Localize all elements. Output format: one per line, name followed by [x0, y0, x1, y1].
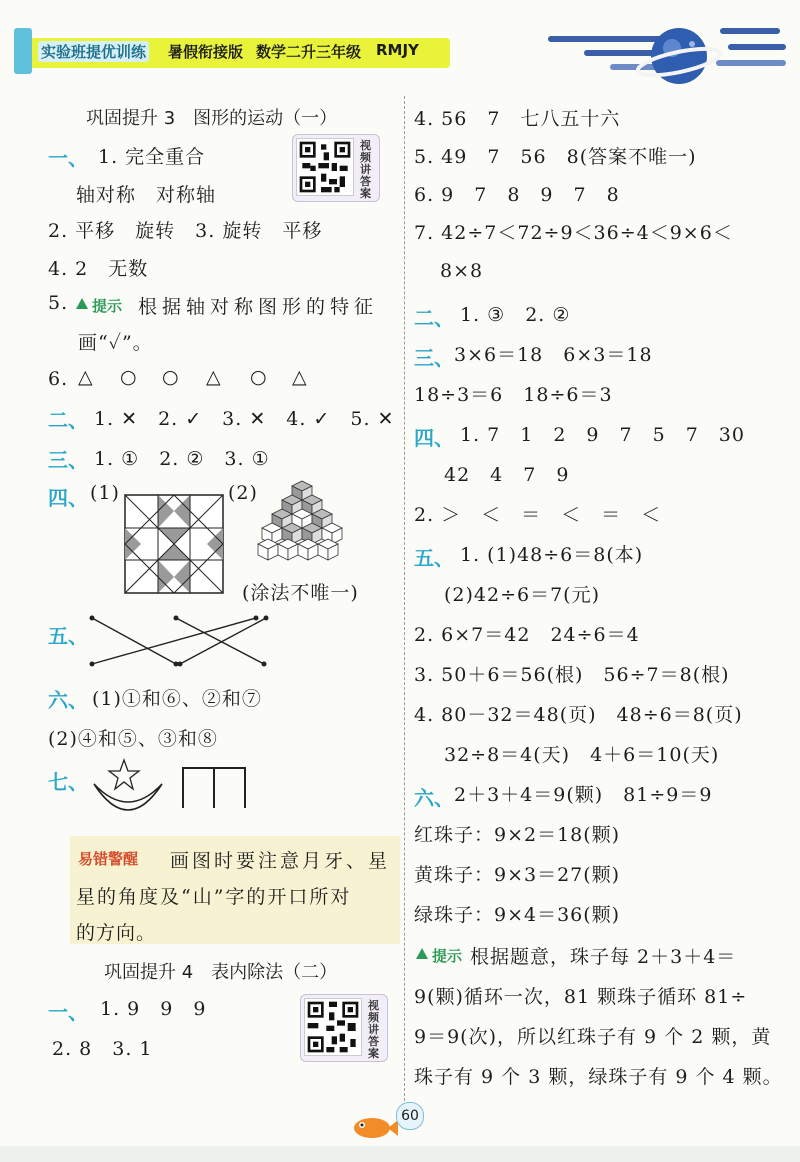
- note-text: (涂法不唯一): [242, 582, 359, 604]
- hint-text: 珠子有 9 个 3 颗，绿珠子有 9 个 4 颗。: [414, 1066, 783, 1088]
- answer-line: 黄珠子：9×3＝27(颗): [414, 864, 621, 886]
- answer-line: 1. ① 2. ② 3. ①: [94, 448, 270, 470]
- qr-code-icon[interactable]: [296, 138, 354, 196]
- section-marker: 一、: [48, 146, 88, 170]
- page-number: 60: [396, 1102, 424, 1130]
- answer-line: 2. 6×7＝42 24÷6＝4: [414, 624, 640, 646]
- section-title: 巩固提升 3 图形的运动（一）: [86, 108, 338, 129]
- answer-line: 5. 49 7 56 8(答案不唯一): [414, 146, 697, 168]
- warning-text: 的方向。: [76, 922, 157, 944]
- answer-line: 6. 9 7 8 9 7 8: [414, 184, 620, 206]
- section-marker: 三、: [414, 346, 454, 370]
- section-marker: 四、: [414, 426, 454, 450]
- answer-line: 2. 8 3. 1: [52, 1038, 153, 1060]
- answer-line: 1. 7 1 2 9 7 5 7 30: [460, 424, 745, 446]
- answer-line: 4. 56 7 七八五十六: [414, 108, 621, 130]
- answer-num: 5.: [48, 292, 69, 314]
- section-marker: 六、: [414, 786, 454, 810]
- answer-line: (1)①和⑥、②和⑦: [92, 688, 262, 710]
- shape-answer: ○: [250, 366, 268, 388]
- sub-label: (1): [90, 482, 120, 504]
- edition-label: 暑假衔接版: [168, 43, 244, 61]
- deco-stripe: [716, 60, 786, 66]
- hint-text: 根据题意，珠子每 2＋3＋4＝: [470, 946, 737, 968]
- shape-answer: △: [78, 366, 94, 388]
- hint-icon: [74, 296, 90, 312]
- answer-line: 轴对称 对称轴: [76, 184, 217, 206]
- answer-line: 2. ＞ ＜ ＝ ＜ ＝ ＜: [414, 504, 662, 526]
- sub-label: (2): [228, 482, 258, 504]
- hint-label: 提示: [92, 297, 123, 315]
- column-divider: [404, 96, 405, 1106]
- section-marker: 七、: [48, 770, 88, 794]
- answer-line: 2＋3＋4＝9(颗) 81÷9＝9: [454, 784, 713, 806]
- shape-answer: △: [206, 366, 222, 388]
- hint-text: 9＝9(次)，所以红珠子有 9 个 2 颗，黄: [414, 1026, 772, 1048]
- shape-answer: △: [292, 366, 308, 388]
- header-accent: [14, 28, 32, 74]
- answer-line: 1. 9 9 9: [100, 998, 207, 1020]
- section-marker: 一、: [48, 1000, 88, 1024]
- answer-line: 1. (1)48÷6＝8(本): [460, 544, 644, 566]
- section-marker: 六、: [48, 688, 88, 712]
- warning-text: 画图时要注意月牙、星: [170, 850, 391, 872]
- section-marker: 二、: [414, 306, 454, 330]
- subject-label: 数学二升三年级: [256, 43, 362, 61]
- answer-line: 根据轴对称图形的特征: [138, 296, 379, 318]
- answer-line: 1. 完全重合: [98, 146, 206, 168]
- tiling-figure: [124, 494, 224, 594]
- answer-line: 画“✓”。: [78, 332, 153, 354]
- answer-line: 1. ③ 2. ②: [460, 304, 571, 326]
- warning-label: 易错警醒: [78, 850, 139, 868]
- fish-icon: [350, 1110, 400, 1142]
- answer-line: 18÷3＝6 18÷6＝3: [414, 384, 613, 406]
- answer-line: 4. 80－32＝48(页) 48÷6＝8(页): [414, 704, 743, 726]
- answer-line: 42 4 7 9: [444, 464, 570, 486]
- moon-star-figure: [88, 758, 168, 820]
- section-marker: 三、: [48, 448, 88, 472]
- shape-answer: ○: [162, 366, 180, 388]
- warning-text: 星的角度及“山”字的开口所对: [76, 886, 352, 908]
- page-bottom-edge: [0, 1146, 800, 1162]
- answer-line: 7. 42÷7＜72÷9＜36÷4＜9×6＜: [414, 222, 733, 244]
- planet-icon: [634, 14, 724, 94]
- qr-caption: 视频讲答案: [360, 139, 371, 200]
- answer-line: 红珠子：9×2＝18(颗): [414, 824, 621, 846]
- code-label: RMJY: [376, 41, 419, 59]
- answer-line: 1. ✕ 2. ✓ 3. ✕ 4. ✓ 5. ✕: [94, 408, 395, 430]
- section-title: 巩固提升 4 表内除法（二）: [104, 962, 338, 983]
- qr-caption: 视频讲答案: [368, 999, 379, 1060]
- answer-line: 绿珠子：9×4＝36(颗): [414, 904, 621, 926]
- answer-line: 8×8: [440, 260, 484, 282]
- answer-num: 6.: [48, 368, 69, 390]
- shan-character-figure: [180, 764, 248, 810]
- answer-line: 2. 平移 旋转 3. 旋转 平移: [48, 220, 323, 242]
- hint-label: 提示: [432, 947, 463, 965]
- section-marker: 五、: [414, 546, 454, 570]
- section-marker: 二、: [48, 408, 88, 432]
- answer-line: 3. 50＋6＝56(根) 56÷7＝8(根): [414, 664, 730, 686]
- answer-line: (2)④和⑤、③和⑧: [48, 728, 218, 750]
- qr-code-icon[interactable]: [304, 998, 362, 1056]
- section-marker: 五、: [48, 624, 88, 648]
- series-title: 实验班提优训练: [38, 41, 149, 62]
- answer-line: 3×6＝18 6×3＝18: [454, 344, 653, 366]
- answer-line: (2)42÷6＝7(元): [444, 584, 601, 606]
- matching-lines-figure: [86, 610, 276, 674]
- section-marker: 四、: [48, 486, 88, 510]
- shape-answer: ○: [120, 366, 138, 388]
- deco-stripe: [720, 28, 780, 34]
- answer-line: 4. 2 无数: [48, 258, 149, 280]
- answer-line: 32÷8＝4(天) 4＋6＝10(天): [444, 744, 720, 766]
- hint-icon: [414, 946, 430, 962]
- deco-stripe: [728, 44, 786, 50]
- cube-pyramid-figure: [254, 478, 350, 564]
- hint-text: 9(颗)循环一次，81 颗珠子循环 81÷: [414, 986, 748, 1008]
